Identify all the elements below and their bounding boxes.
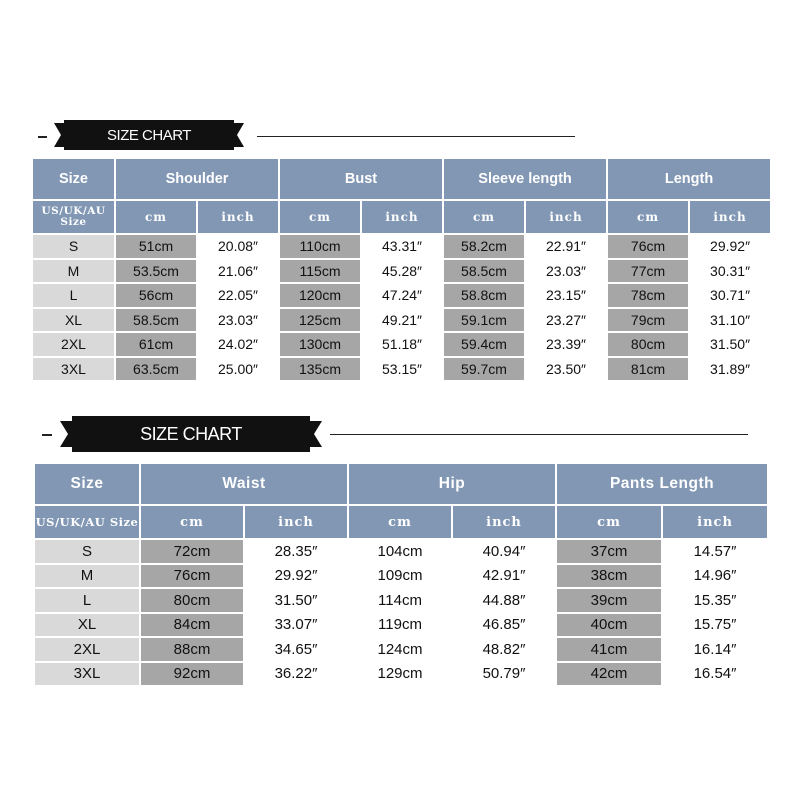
bottom-title-row (0, 416, 800, 450)
inch-cell: 46.85″ (453, 614, 555, 637)
cm-cell: 92cm (141, 663, 243, 686)
cm-cell: 88cm (141, 638, 243, 661)
inch-cell: 23.39″ (526, 333, 606, 356)
cm-cell: 77cm (608, 260, 688, 283)
inch-cell: 33.07″ (245, 614, 347, 637)
chart-title: SIZE CHART (107, 126, 191, 144)
cm-cell: 72cm (141, 540, 243, 563)
table-row (35, 663, 767, 686)
inch-cell: 50.79″ (453, 663, 555, 686)
cm-cell: 81cm (608, 358, 688, 381)
size-cell: XL (35, 614, 139, 637)
inch-cell: 21.06″ (198, 260, 278, 283)
cm-cell: 58.8cm (444, 284, 524, 307)
cm-cell: 115cm (280, 260, 360, 283)
inch-cell: 23.03″ (526, 260, 606, 283)
inch-cell: 36.22″ (245, 663, 347, 686)
inch-cell: 14.57″ (663, 540, 767, 563)
table-row (33, 309, 770, 332)
title-dash (38, 136, 47, 138)
unit-cm: cm (116, 201, 196, 233)
size-cell: 3XL (35, 663, 139, 686)
inch-cell: 31.50″ (245, 589, 347, 612)
cm-cell: 40cm (557, 614, 661, 637)
cm-cell: 80cm (608, 333, 688, 356)
inch-cell: 30.31″ (690, 260, 770, 283)
cm-cell: 124cm (349, 638, 451, 661)
size-header: Size (35, 464, 139, 504)
inch-cell: 16.14″ (663, 638, 767, 661)
inch-cell: 29.92″ (245, 565, 347, 588)
table-row (35, 638, 767, 661)
unit-cm: cm (349, 506, 451, 538)
inch-cell: 24.02″ (198, 333, 278, 356)
inch-cell: 28.35″ (245, 540, 347, 563)
cm-cell: 129cm (349, 663, 451, 686)
unit-inch: inch (690, 201, 770, 233)
inch-cell: 22.05″ (198, 284, 278, 307)
cm-cell: 37cm (557, 540, 661, 563)
size-cell: L (33, 284, 114, 307)
cm-cell: 59.7cm (444, 358, 524, 381)
inch-cell: 48.82″ (453, 638, 555, 661)
cm-cell: 79cm (608, 309, 688, 332)
group-header-bust: Bust (280, 159, 442, 199)
cm-cell: 59.1cm (444, 309, 524, 332)
cm-cell: 109cm (349, 565, 451, 588)
size-cell: S (33, 235, 114, 258)
cm-cell: 58.5cm (444, 260, 524, 283)
cm-cell: 78cm (608, 284, 688, 307)
size-cell: 2XL (35, 638, 139, 661)
group-header-hip: Hip (349, 464, 555, 504)
cm-cell: 61cm (116, 333, 196, 356)
bottom-size-table (33, 462, 769, 687)
group-header-length: Length (608, 159, 770, 199)
size-cell: 2XL (33, 333, 114, 356)
cm-cell: 41cm (557, 638, 661, 661)
size-header: Size (33, 159, 114, 199)
table-row (33, 284, 770, 307)
table-row (35, 614, 767, 637)
group-header-pants-length: Pants Length (557, 464, 767, 504)
inch-cell: 31.89″ (690, 358, 770, 381)
inch-cell: 30.71″ (690, 284, 770, 307)
cm-cell: 58.5cm (116, 309, 196, 332)
inch-cell: 14.96″ (663, 565, 767, 588)
cm-cell: 63.5cm (116, 358, 196, 381)
title-ribbon (60, 416, 322, 452)
inch-cell: 49.21″ (362, 309, 442, 332)
cm-cell: 59.4cm (444, 333, 524, 356)
cm-cell: 42cm (557, 663, 661, 686)
group-header-sleeve-length: Sleeve length (444, 159, 606, 199)
unit-inch: inch (198, 201, 278, 233)
table-row (33, 260, 770, 283)
chart-title: SIZE CHART (140, 423, 242, 444)
inch-cell: 42.91″ (453, 565, 555, 588)
top-title-row (0, 118, 800, 152)
size-cell: XL (33, 309, 114, 332)
unit-inch: inch (245, 506, 347, 538)
top-size-table (31, 157, 772, 382)
unit-cm: cm (444, 201, 524, 233)
cm-cell: 130cm (280, 333, 360, 356)
inch-cell: 31.50″ (690, 333, 770, 356)
cm-cell: 84cm (141, 614, 243, 637)
unit-inch: inch (663, 506, 767, 538)
unit-cm: cm (280, 201, 360, 233)
group-header-waist: Waist (141, 464, 347, 504)
inch-cell: 23.15″ (526, 284, 606, 307)
table-row (33, 358, 770, 381)
inch-cell: 15.35″ (663, 589, 767, 612)
cm-cell: 76cm (141, 565, 243, 588)
group-header-row (35, 464, 767, 504)
inch-cell: 44.88″ (453, 589, 555, 612)
table-row (35, 589, 767, 612)
region-label: US/UK/AU Size (33, 201, 114, 233)
inch-cell: 20.08″ (198, 235, 278, 258)
cm-cell: 76cm (608, 235, 688, 258)
cm-cell: 53.5cm (116, 260, 196, 283)
inch-cell: 16.54″ (663, 663, 767, 686)
inch-cell: 40.94″ (453, 540, 555, 563)
inch-cell: 15.75″ (663, 614, 767, 637)
size-cell: 3XL (33, 358, 114, 381)
group-header-shoulder: Shoulder (116, 159, 278, 199)
inch-cell: 43.31″ (362, 235, 442, 258)
unit-inch: inch (526, 201, 606, 233)
region-label: US/UK/AU Size (35, 506, 139, 538)
size-cell: M (33, 260, 114, 283)
cm-cell: 110cm (280, 235, 360, 258)
inch-cell: 45.28″ (362, 260, 442, 283)
unit-header-row (35, 506, 767, 538)
size-cell: L (35, 589, 139, 612)
cm-cell: 39cm (557, 589, 661, 612)
group-header-row (33, 159, 770, 199)
unit-header-row (33, 201, 770, 233)
inch-cell: 23.03″ (198, 309, 278, 332)
table-row (33, 333, 770, 356)
top-table-body (33, 235, 770, 380)
unit-cm: cm (608, 201, 688, 233)
cm-cell: 56cm (116, 284, 196, 307)
table-row (33, 235, 770, 258)
cm-cell: 125cm (280, 309, 360, 332)
inch-cell: 29.92″ (690, 235, 770, 258)
cm-cell: 38cm (557, 565, 661, 588)
inch-cell: 22.91″ (526, 235, 606, 258)
inch-cell: 25.00″ (198, 358, 278, 381)
cm-cell: 114cm (349, 589, 451, 612)
inch-cell: 51.18″ (362, 333, 442, 356)
unit-inch: inch (453, 506, 555, 538)
unit-inch: inch (362, 201, 442, 233)
unit-cm: cm (141, 506, 243, 538)
title-rule (257, 136, 575, 137)
table-row (35, 565, 767, 588)
size-cell: S (35, 540, 139, 563)
inch-cell: 31.10″ (690, 309, 770, 332)
cm-cell: 51cm (116, 235, 196, 258)
cm-cell: 120cm (280, 284, 360, 307)
cm-cell: 119cm (349, 614, 451, 637)
size-cell: M (35, 565, 139, 588)
inch-cell: 53.15″ (362, 358, 442, 381)
title-dash (42, 434, 52, 436)
cm-cell: 104cm (349, 540, 451, 563)
title-ribbon (54, 120, 244, 150)
cm-cell: 135cm (280, 358, 360, 381)
inch-cell: 47.24″ (362, 284, 442, 307)
inch-cell: 23.27″ (526, 309, 606, 332)
cm-cell: 58.2cm (444, 235, 524, 258)
title-rule (330, 434, 748, 435)
unit-cm: cm (557, 506, 661, 538)
inch-cell: 23.50″ (526, 358, 606, 381)
table-row (35, 540, 767, 563)
bottom-table-body (35, 540, 767, 685)
cm-cell: 80cm (141, 589, 243, 612)
inch-cell: 34.65″ (245, 638, 347, 661)
